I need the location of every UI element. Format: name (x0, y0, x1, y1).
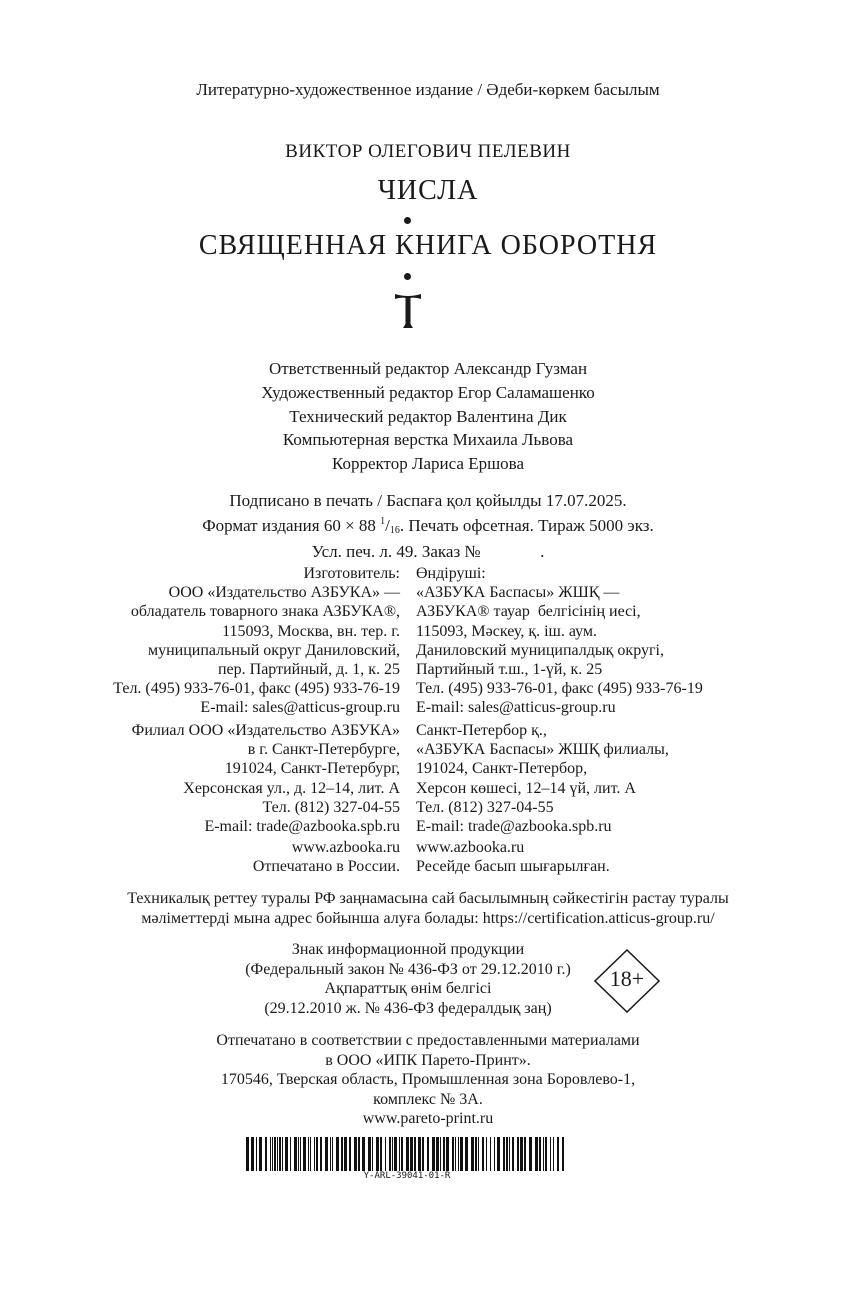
certification-note: Техникалық реттеу туралы РФ заңнамасына сай басылымның сәйкестігін растау туралы мәліметтерді мына адрес бойынша алуға болады: https://certification.atticus-group.ru/ (127, 890, 729, 927)
info-product-sign: Знак информационной продукции (Федеральный закон № 436-ФЗ от 29.12.2010 г.) Ақпараттық өнім белгісі (29.12.2010 ж. № 436-ФЗ федералдық заң) (245, 941, 571, 1017)
branch-kz: Санкт-Петербор қ., «АЗБУКА Баспасы» ЖШҚ филиалы, 191024, Санкт-Петербор, Херсон көшесі, 12–14 үй, лит. А Тел. (812) 327-04-55 E-mail: trade@azbooka.spb.ru (416, 722, 669, 836)
barcode-number: Y-ARL-39041-01-R (363, 1171, 451, 1181)
staff-line: Ответственный редактор Александр Гузман (268, 359, 588, 378)
sheets-order: Усл. печ. л. 49. Заказ № . (311, 542, 545, 561)
author-name: ВИКТОР ОЛЕГОВИЧ ПЕЛЕВИН (285, 141, 571, 162)
manufacturer-kz: Өндіруші: «АЗБУКА Баспасы» ЖШҚ — АЗБУКА® тауар белгісінің иесі, 115093, Мәскеу, қ. іш. аум. Даниловский муниципалдық округі, Партийный т.ш., 1-үй, к. 25 Тел. (495) 933-76-01, факс (495) 933-76-19 E-mail: sales@atticus-group.ru (416, 565, 703, 717)
format-line: Формат издания 60 × 88 $^1/_{16}$. Печать офсетная. Тираж 5000 экз. (202, 516, 654, 536)
tau-mark-icon (394, 294, 422, 328)
barcode-icon (244, 1137, 570, 1171)
manufacturer-ru: Изготовитель: ООО «Издательство АЗБУКА» — обладатель товарного знака АЗБУКА®, 115093, Москва, вн. тер. г. муниципальный округ Даниловский, пер. Партийный, д. 1, к. 25 Тел. (495) 933-76-01, факс (495) 933-76-19 E-mail: sales@atticus-group.ru (113, 565, 400, 717)
web-kz: www.azbooka.ru Ресейде басып шығарылған. (416, 839, 610, 876)
genre-line: Литературно-художественное издание / Әдеби-көркем басылым (196, 80, 660, 99)
staff-line: Художественный редактор Егор Саламашенко (261, 382, 595, 402)
staff-line: Компьютерная верстка Михаила Львова (282, 430, 574, 450)
print-info (0, 490, 856, 562)
title-separator-dot (404, 217, 411, 224)
signed-date: Подписано в печать / Баспаға қол қойылды 17.07.2025. (229, 491, 627, 510)
book-title-1: ЧИСЛА (377, 175, 479, 206)
staff-line: Технический редактор Валентина Дик (289, 406, 567, 426)
book-title-2: СВЯЩЕННАЯ КНИГА ОБОРОТНЯ (198, 230, 658, 261)
editorial-staff (0, 357, 856, 476)
age-rating: 18+ (609, 966, 645, 991)
branch-ru: Филиал ООО «Издательство АЗБУКА» в г. Санкт-Петербурге, 191024, Санкт-Петербург, Херсонская ул., д. 12–14, лит. А Тел. (812) 327-04-55 E-mail: trade@azbooka.spb.ru (131, 722, 400, 836)
web-ru: www.azbooka.ru Отпечатано в России. (252, 839, 400, 876)
staff-line: Корректор Лариса Ершова (331, 454, 525, 474)
printer-info: Отпечатано в соответствии с предоставленными материалами в ООО «ИПК Парето-Принт». 170546, Тверская область, Промышленная зона Боровлево-1, комплекс № 3А. www.pareto-print.ru (216, 1032, 640, 1127)
title-separator-dot (404, 273, 411, 280)
